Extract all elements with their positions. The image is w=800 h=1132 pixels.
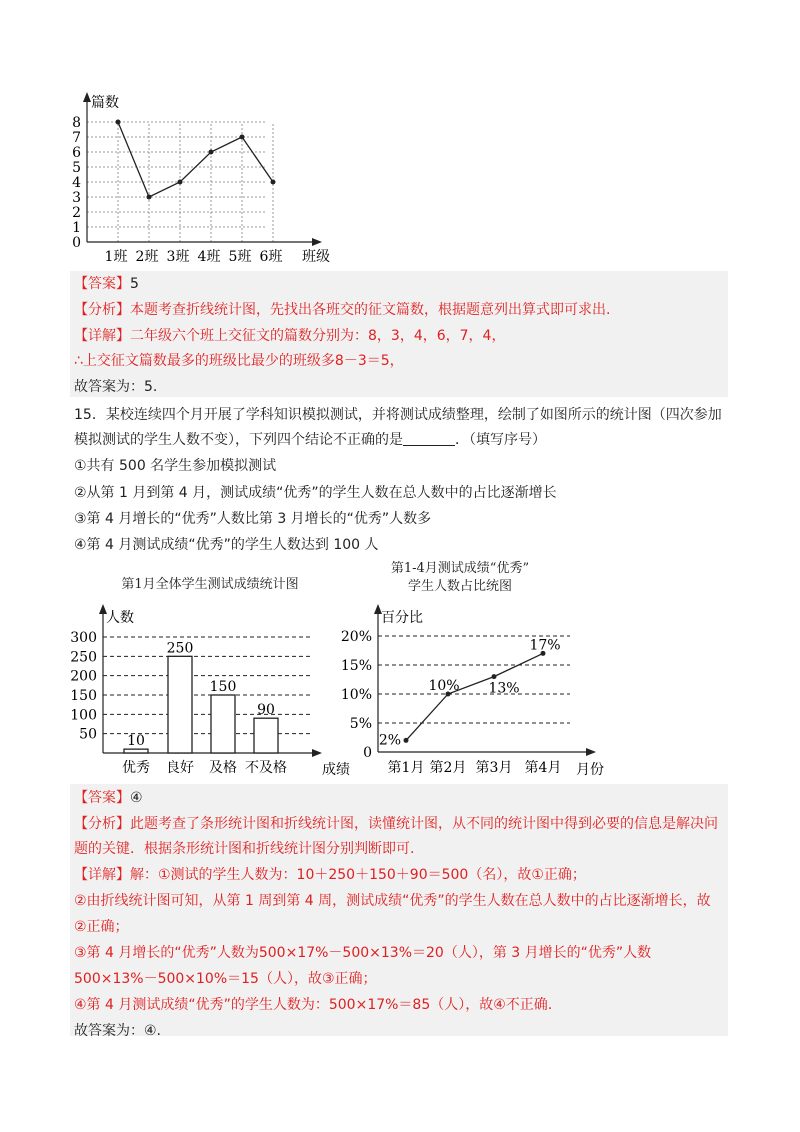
q15-option-1: ①共有 500 名学生参加模拟测试 [74, 458, 277, 474]
series-line [406, 653, 543, 740]
y-tick-label: 1 [72, 220, 81, 236]
x-axis-arrow [312, 749, 322, 757]
y-tick-label: 8 [72, 115, 81, 131]
q14-answer-tag: 【答案】 [74, 276, 130, 292]
y-axis-label: 人数 [106, 610, 134, 626]
q15-detail-3: ②正确； [74, 919, 129, 935]
essay-line-chart [60, 88, 360, 268]
q15-analysis-1: 此题考查了条形统计图和折线统计图，读懂统计图，从不同的统计图中得到必要的信息是解决问 [130, 816, 718, 832]
q15-detail-line [74, 864, 586, 886]
q15-analysis-2: 题的关键．根据条形统计图和折线统计图分别判断即可. [74, 841, 415, 857]
q15-detail-6: ④第 4 月测试成绩“优秀”的学生人数为：500×17%＝85（人），故④不正确. [74, 997, 553, 1013]
bar [124, 749, 148, 753]
q15-detail-tag: 【详解】 [74, 867, 130, 883]
y-tick-label: 7 [72, 130, 81, 146]
y-tick-label: 15% [340, 658, 372, 674]
q14-answer-line [74, 273, 139, 295]
x-tick-label: 1班 [104, 249, 128, 265]
x-tick-label: 2班 [135, 249, 159, 265]
q15-option-2: ②从第 1 月到第 4 月，测试成绩“优秀”的学生人数在总人数中的占比逐渐增长 [74, 485, 557, 501]
x-tick-label: 及格 [209, 760, 237, 776]
x-tick-label: 5班 [228, 249, 252, 265]
x-tick-label: 6班 [259, 249, 283, 265]
q14-detail-3: 故答案为：5. [74, 379, 158, 395]
bar-value-label: 150 [209, 679, 237, 695]
y-tick-label: 5 [72, 160, 81, 176]
y-tick-label: 0 [72, 235, 81, 251]
data-point [178, 180, 183, 185]
y-tick-label: 50 [79, 726, 97, 743]
x-tick-label: 良好 [166, 760, 194, 776]
bar-value-label: 250 [166, 640, 194, 657]
q15-answer-tag: 【答案】 [74, 790, 130, 806]
data-value-label: 13% [488, 680, 520, 697]
data-point [209, 150, 214, 155]
bar-value-label: 90 [257, 702, 275, 719]
y-tick-label: 10% [340, 687, 372, 703]
q15-stem-2a: 模拟测试的学生人数不变），下列四个结论不正确的是 [74, 432, 403, 448]
y-tick-label: 150 [70, 688, 97, 704]
x-tick-label: 第2月 [429, 760, 467, 776]
q14-detail-line [74, 325, 505, 347]
pct-chart-title [360, 560, 560, 596]
data-point [271, 180, 276, 185]
q14-analysis-tag: 【分析】 [74, 302, 130, 318]
y-tick-label: 3 [72, 190, 81, 206]
q15-option-3: ③第 4 月增长的“优秀”人数比第 3 月增长的“优秀”人数多 [74, 511, 432, 527]
series-line [118, 122, 273, 197]
q15-option-4: ④第 4 月测试成绩“优秀”的学生人数达到 100 人 [74, 537, 379, 553]
y-tick-label: 2 [72, 205, 81, 221]
y-axis-label: 篇数 [91, 95, 119, 111]
q15-stem-2 [74, 429, 546, 451]
y-tick-label: 100 [70, 707, 97, 724]
data-point [404, 738, 409, 743]
data-value-label: 17% [529, 637, 561, 654]
q15-detail-7: 故答案为：④. [74, 1023, 162, 1039]
bar-chart-title: 第1月全体学生测试成绩统计图 [121, 577, 299, 592]
x-tick-label: 第4月 [524, 760, 562, 776]
data-value-label: 2% [378, 732, 402, 749]
pct-chart-body [341, 604, 604, 778]
x-tick-label: 第3月 [475, 760, 513, 776]
bar [168, 656, 192, 753]
data-value-label: 10% [428, 678, 460, 694]
score-bar-chart [66, 598, 366, 780]
data-point [492, 674, 497, 679]
x-tick-label: 优秀 [122, 760, 150, 776]
excellent-pct-line-chart [336, 598, 626, 780]
y-tick-label: 0 [363, 745, 372, 761]
y-tick-label: 20% [340, 629, 372, 645]
y-axis-arrow [83, 92, 91, 102]
x-tick-label: 第1月 [387, 760, 425, 776]
y-tick-label: 6 [72, 145, 81, 161]
x-tick-label: 3班 [166, 249, 190, 265]
q14-detail-1: 二年级六个班上交征文的篇数分别为：8，3，4，6，7，4， [130, 328, 506, 344]
q14-answer: 5 [130, 276, 139, 292]
q15-analysis-line [74, 813, 718, 835]
q15-answer-line [74, 787, 143, 809]
x-axis-arrow [312, 238, 322, 246]
q15-answer: ④ [130, 790, 143, 806]
x-tick-label: 4班 [197, 249, 221, 265]
q14-detail-tag: 【详解】 [74, 328, 130, 344]
bar [211, 695, 235, 753]
x-axis-label: 班级 [302, 249, 330, 265]
bar-value-label: 10 [127, 733, 145, 750]
q14-analysis-line [74, 299, 610, 321]
data-point [147, 195, 152, 200]
bar-chart-body [70, 604, 350, 778]
q15-detail-4: ③第 4 月增长的“优秀”人数为500×17%－500×13%＝20（人），第 3 月增长的“优秀”人数 [74, 945, 652, 961]
y-axis-label: 百分比 [381, 610, 423, 626]
x-axis-arrow [586, 748, 596, 756]
pct-chart-title-1: 第1-4月测试成绩“优秀” [390, 561, 530, 576]
y-tick-label: 300 [70, 630, 97, 646]
x-axis-label: 成绩 [322, 762, 350, 778]
y-tick-label: 5% [349, 716, 372, 732]
q15-stem-2b: ．（填写序号） [455, 432, 546, 448]
essay-chart-body [72, 92, 330, 265]
x-axis-label: 月份 [576, 762, 604, 778]
q15-blank [403, 431, 455, 446]
y-tick-label: 250 [70, 649, 97, 666]
x-tick-label: 不及格 [245, 760, 287, 776]
q15-analysis-tag: 【分析】 [74, 816, 130, 832]
pct-chart-title-2: 学生人数占比统图 [407, 579, 512, 594]
q14-analysis: 本题考查折线统计图，先找出各班交的征文篇数，根据题意列出算式即可求出. [130, 302, 611, 318]
q15-detail-1: 解：①测试的学生人数为：10＋250＋150＋90＝500（名），故①正确； [130, 867, 586, 883]
bar [254, 718, 278, 753]
q15-detail-5: 500×13%－500×10%＝15（人），故③正确； [74, 971, 377, 987]
y-tick-label: 200 [70, 668, 97, 685]
data-point [240, 135, 245, 140]
y-tick-label: 4 [72, 175, 81, 191]
data-point [116, 120, 121, 125]
q15-detail-2: ②由折线统计图可知，从第 1 周到第 4 周，测试成绩“优秀”的学生人数在总人数中的占比逐渐增长，故 [74, 893, 711, 909]
q14-detail-2: ∴上交征文篇数最多的班级比最少的班级多8－3＝5， [74, 353, 404, 369]
q15-stem-1: 15．某校连续四个月开展了学科知识模拟测试，并将测试成绩整理，绘制了如图所示的统计图（四次参加 [74, 407, 722, 423]
